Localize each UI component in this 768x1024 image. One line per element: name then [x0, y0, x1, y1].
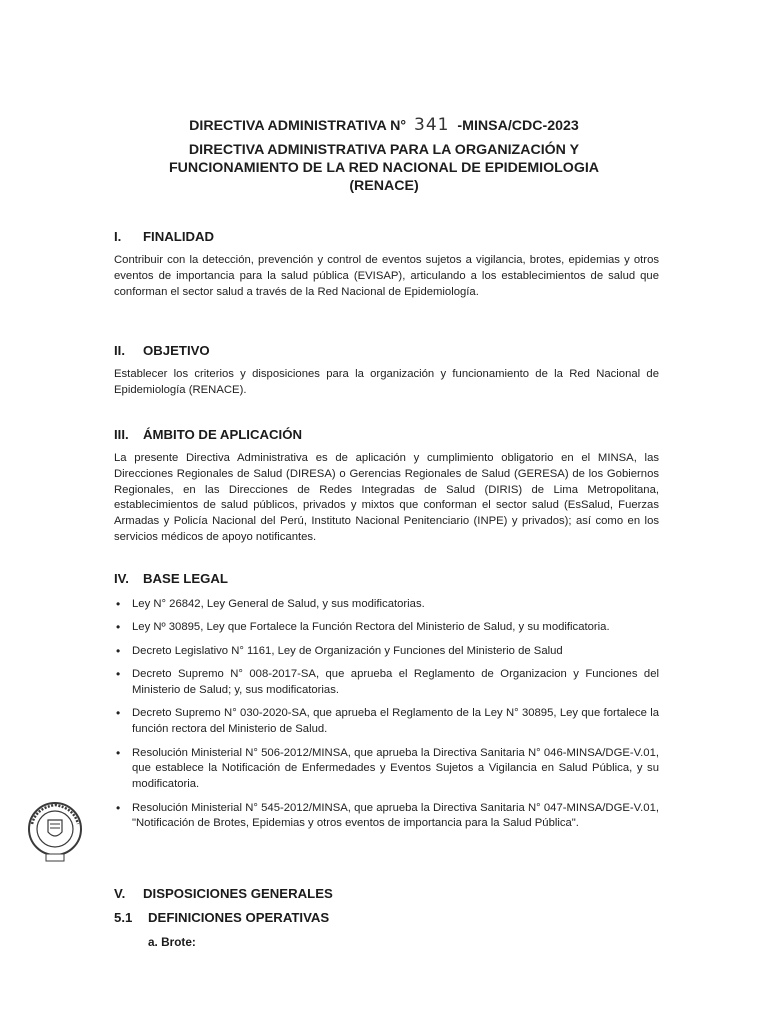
section-base-legal	[114, 571, 659, 840]
list-item: • Decreto Legislativo N° 1161, Ley de Organización y Funciones del Ministerio de Salud	[114, 644, 659, 660]
handwritten-directive-number: 341	[414, 115, 450, 135]
section-heading: II. OBJETIVO	[114, 343, 210, 358]
section-finalidad	[114, 229, 659, 300]
directive-subtitle-line-2: FUNCIONAMIENTO DE LA RED NACIONAL DE EPIDEMIOLOGIA	[168, 160, 600, 176]
definition-heading: a. Brote:	[148, 935, 196, 949]
section-heading: V. DISPOSICIONES GENERALES	[114, 886, 333, 901]
list-item: • Resolución Ministerial N° 545-2012/MINSA, que aprueba la Directiva Sanitaria N° 047-MINSA/DGE-V.01, "Notificación de Brotes, Epidemias y otros eventos de importancia para la Salud Pública".	[114, 801, 659, 833]
directive-subtitle-line-3: (RENACE)	[349, 178, 419, 194]
legal-basis-list	[114, 597, 659, 832]
section-heading: I. FINALIDAD	[114, 229, 215, 244]
list-item: • Ley Nº 30895, Ley que Fortalece la Función Rectora del Ministerio de Salud, y su modificatoria.	[114, 620, 659, 636]
document-header	[100, 116, 668, 195]
list-item: • Ley N° 26842, Ley General de Salud, y sus modificatorias.	[114, 597, 659, 613]
ministry-seal-stamp-icon	[26, 800, 84, 862]
section-body: Contribuir con la detección, prevención y control de eventos sujetos a vigilancia, brotes, epidemias y otros eventos de importancia para la salud pública (EVISAP), articulando a los establecimientos de salud que conforman el sector salud a través de la Red Nacional de Epidemiología.	[114, 254, 659, 298]
section-ambito	[114, 427, 659, 546]
directive-subtitle-line-1: DIRECTIVA ADMINISTRATIVA PARA LA ORGANIZACIÓN Y	[188, 142, 580, 158]
section-heading: IV. BASE LEGAL	[114, 571, 228, 586]
section-objetivo	[114, 343, 659, 399]
subsection-heading: 5.1 DEFINICIONES OPERATIVAS	[114, 910, 330, 925]
section-disposiciones	[114, 886, 659, 910]
list-item: • Decreto Supremo N° 008-2017-SA, que aprueba el Reglamento de Organizacion y Funciones del Ministerio de Salud; y, sus modificatorias.	[114, 667, 659, 699]
list-item: • Decreto Supremo N° 030-2020-SA, que aprueba el Reglamento de la Ley N° 30895, Ley que fortalece la función rectora del Ministerio de Salud.	[114, 706, 659, 738]
directive-title	[100, 116, 668, 135]
list-item: • Resolución Ministerial N° 506-2012/MINSA, que aprueba la Directiva Sanitaria N° 046-MINSA/DGE-V.01, que establece la Notificación de Enfermedades y Eventos Sujetos a Vigilancia en Salud Pública, y su modificatoria.	[114, 746, 659, 793]
section-heading: III. ÁMBITO DE APLICACIÓN	[114, 427, 302, 442]
title-prefix: DIRECTIVA ADMINISTRATIVA N°	[189, 118, 407, 134]
section-body: Establecer los criterios y disposiciones para la organización y funcionamiento de la Red Nacional de Epidemiología (RENACE).	[114, 368, 659, 396]
section-body: La presente Directiva Administrativa es de aplicación y cumplimiento obligatorio en el MINSA, las Direcciones Regionales de Salud (DIRESA) o Gerencias Regionales de Salud (GERESA) de los Gobiernos Regionales, en las Direcciones de Redes Integradas de Salud (DIRIS) de Lima Metropolitana, establecimientos de salud públicos, privados y mixtos que conforman el sector salud (EsSalud, Fuerzas Armadas y Policía Nacional del Perú, Instituto Nacional Penitenciario (INPE) y privados); así como en los servicios médicos de apoyo notificantes.	[114, 452, 659, 543]
title-suffix: -MINSA/CDC-2023	[457, 118, 579, 134]
